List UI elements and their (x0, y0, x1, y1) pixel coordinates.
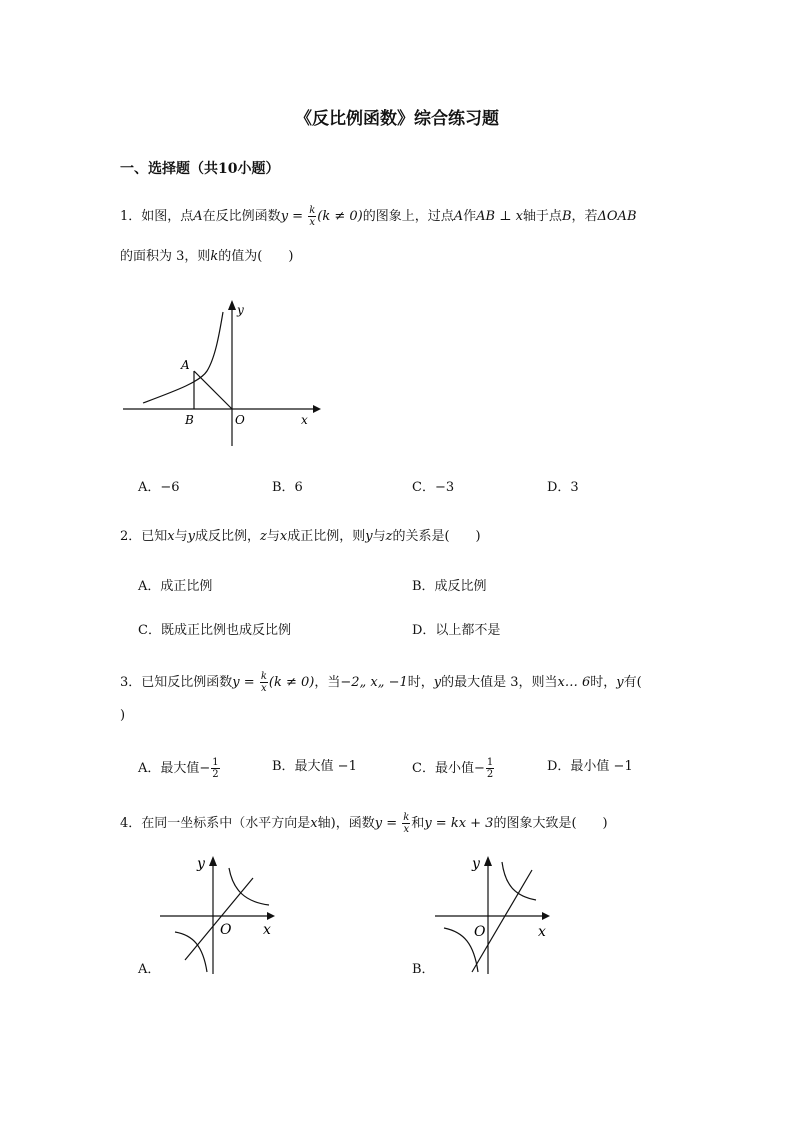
q4b-label-o: O (474, 924, 486, 940)
q4a-label-y: y (197, 856, 205, 872)
q1-figure (115, 296, 325, 451)
q3-text: 时， (590, 675, 617, 690)
section-heading: 一、选择题（共10小题） (120, 161, 280, 177)
q1-option-b[interactable]: B．6 (272, 480, 303, 495)
q3-frac-den: 2 (212, 769, 219, 780)
q4-option-a[interactable]: A． (138, 962, 161, 977)
q1-text: 的面积为 3，则 (120, 249, 211, 264)
q1-fig-label-y: y (237, 303, 244, 317)
q1-fig-label-x: x (301, 413, 308, 427)
q2-text: 成反比例， (195, 529, 261, 544)
q4b-hyperbola-lower (444, 928, 478, 972)
q3-text: 的最大值是 3，则当 (441, 675, 558, 690)
q4a-y-arrow (209, 856, 217, 866)
q3-text: 有( (623, 675, 642, 690)
question-4 (120, 812, 608, 835)
q3-option-b[interactable]: B．最大值 −1 (272, 759, 357, 774)
q2-text: 与 (266, 529, 280, 544)
q3-minus: − (473, 761, 485, 776)
q4b-label-y: y (472, 856, 480, 872)
q3-option-a-label: A．最大值 (138, 761, 200, 776)
q2-var-x: x (167, 529, 175, 544)
q3-option-c-fraction (486, 757, 494, 780)
q3-frac-den: x (261, 683, 267, 694)
q3-frac-num: 1 (212, 757, 219, 768)
q2-text: 的关系是( ) (392, 529, 481, 544)
q3-condition: (k ≠ 0) (268, 675, 315, 690)
q4b-hyperbola-upper (502, 862, 536, 900)
q4-option-b[interactable]: B． (412, 962, 435, 977)
q1-equals: = (288, 209, 308, 224)
q4-fraction (402, 812, 410, 835)
question-1-line-2 (120, 247, 293, 267)
q4-var-x: x (310, 816, 318, 831)
q2-var-z: z (260, 529, 267, 544)
question-1-line-1 (120, 205, 637, 228)
q3-minus: − (199, 761, 211, 776)
q3-var-y: y (232, 675, 240, 690)
q1-var-y: y (280, 209, 289, 224)
q2-option-d[interactable]: D．以上都不是 (412, 623, 501, 638)
page-title: 《反比例函数》综合练习题 (295, 109, 499, 129)
q2-text: 与 (174, 529, 188, 544)
q1-text: 在反比例函数 (202, 209, 281, 224)
q1-text: 1．如图，点 (120, 209, 194, 224)
q4-text: 的图象大致是( ) (493, 816, 608, 831)
q1-point-a: A (193, 209, 203, 224)
q2-option-a[interactable]: A．成正比例 (138, 579, 213, 594)
q4a-x-arrow (267, 912, 275, 920)
q2-var-z: z (385, 529, 393, 544)
q1-text: 作 (463, 209, 477, 224)
q3-text: 时， (407, 675, 434, 690)
q2-option-c[interactable]: C．既成正比例也成反比例 (138, 623, 291, 638)
q1-text: ，若 (571, 209, 598, 224)
q1-text: 的值为( ) (218, 249, 294, 264)
q3-var-y: y (433, 675, 442, 690)
q1-fraction (308, 205, 316, 228)
q2-option-b[interactable]: B．成反比例 (412, 579, 487, 594)
q4-frac-den: x (403, 824, 410, 835)
q4-text: 4．在同一坐标系中（水平方向是 (120, 816, 311, 831)
q1-option-c[interactable]: C．−3 (412, 480, 455, 495)
q3-frac-num: k (260, 671, 267, 682)
q4a-label-x: x (263, 922, 271, 938)
q1-fig-label-b: B (185, 413, 194, 427)
q4-text: 和 (411, 816, 425, 831)
q4b-x-arrow (542, 912, 550, 920)
q4b-label-x: x (538, 924, 546, 940)
q1-frac-den: x (309, 217, 316, 228)
q3-option-a-fraction (211, 757, 219, 780)
q1-frac-num: k (309, 205, 316, 216)
q1-y-arrow (228, 300, 236, 310)
q1-option-a[interactable]: A．−6 (138, 480, 180, 495)
q1-triangle: ΔOAB (597, 209, 637, 224)
q2-text: 成正比例，则 (287, 529, 366, 544)
q1-segment-ao (194, 371, 232, 409)
q3-condition-2: x… 6 (557, 675, 591, 690)
question-3-line-2: ) (120, 708, 126, 723)
q2-var-y: y (187, 529, 195, 544)
q4b-line (472, 870, 532, 972)
q2-var-x: x (279, 529, 288, 544)
q3-var-y: y (616, 675, 624, 690)
q4b-y-arrow (484, 856, 492, 866)
q4-graph-b (430, 850, 555, 976)
q1-var-k: k (210, 249, 219, 264)
q4-linear: y = kx + 3 (424, 816, 494, 831)
q3-frac-num: 1 (486, 757, 494, 768)
q4-graph-a (155, 850, 280, 976)
q4a-label-o: O (220, 922, 232, 938)
q1-fig-label-o: O (235, 413, 245, 427)
q3-range: −2„ x„ −1 (340, 675, 408, 690)
question-3-line-1 (120, 671, 642, 694)
q1-option-d[interactable]: D．3 (547, 480, 579, 495)
q3-option-d[interactable]: D．最小值 −1 (547, 759, 633, 774)
q3-text: 3．已知反比例函数 (120, 675, 233, 690)
q4-equals: = (382, 816, 402, 831)
q1-point-b: B (561, 209, 572, 224)
q3-option-a[interactable] (138, 757, 221, 780)
q1-perpendicular: AB ⊥ x (476, 209, 523, 224)
q4a-line (185, 878, 253, 960)
q1-condition: (k ≠ 0) (317, 209, 363, 224)
q4-frac-num: k (403, 812, 410, 823)
q4-text: 轴)，函数 (317, 816, 375, 831)
q1-text: 的图象上，过点 (362, 209, 454, 224)
q1-x-arrow (313, 405, 321, 413)
q3-fraction (260, 671, 268, 694)
q3-option-c-label: C．最小值 (412, 761, 474, 776)
q2-var-y: y (365, 529, 373, 544)
q1-fig-label-a: A (181, 358, 190, 372)
question-2 (120, 527, 481, 547)
q2-text: 与 (372, 529, 386, 544)
q4-var-y: y (374, 816, 383, 831)
q1-point-a: A (453, 209, 464, 224)
q3-equals: = (239, 675, 259, 690)
q2-text: 2．已知 (120, 529, 168, 544)
q3-option-c[interactable] (412, 757, 495, 780)
q3-text: ，当 (314, 675, 341, 690)
q3-frac-den: 2 (486, 769, 494, 780)
q1-text: 轴于点 (522, 209, 562, 224)
